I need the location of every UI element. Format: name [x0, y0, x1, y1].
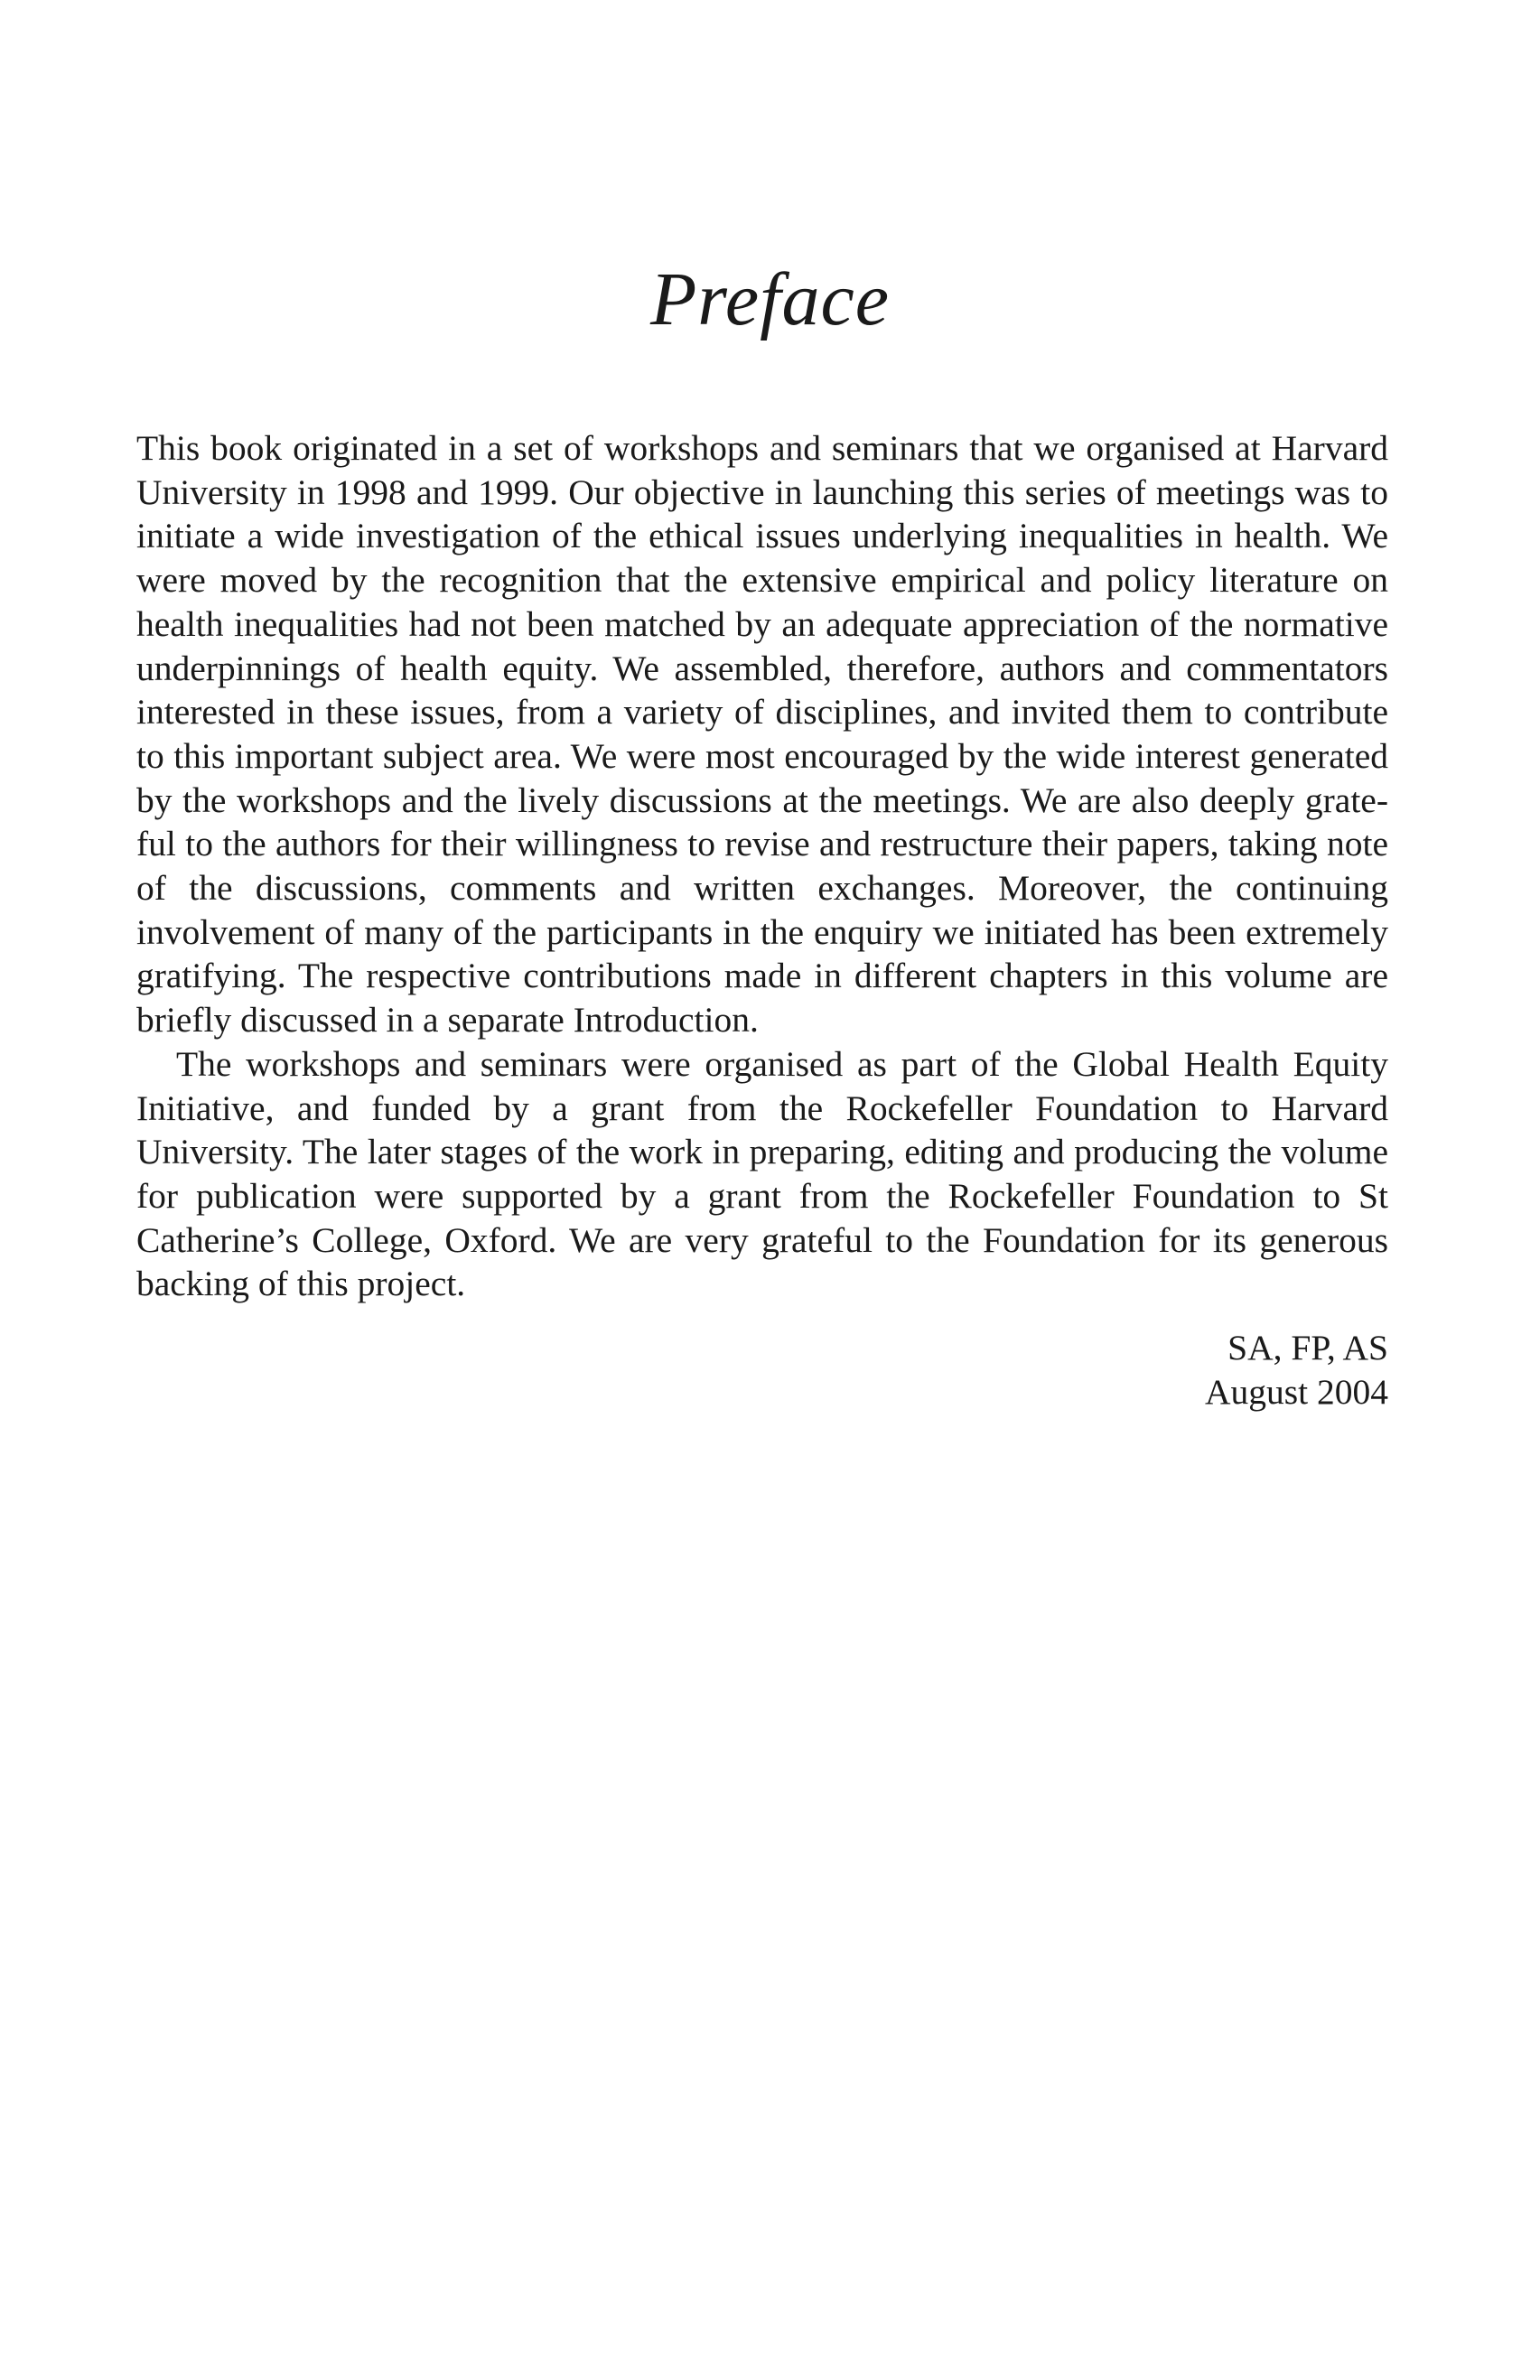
- signature-authors: SA, FP, AS: [1227, 1328, 1388, 1367]
- preface-paragraph-2: The workshops and seminars were organised as part of the Global Health Equity Initiative, and funded by a grant from the Rockefeller Foundation to Harvard University. The later stages of the work in preparing, editing and producing the volume for publication were supported by a grant from the Rockefeller Foundation to St Catherine’s College, Oxford. We are very grateful to the Foundation for its generous backing of this project.: [136, 1043, 1388, 1304]
- preface-body: [136, 426, 1388, 1306]
- signature-block: [136, 1326, 1388, 1414]
- signature-date: August 2004: [1205, 1371, 1388, 1412]
- page-title: Preface: [649, 257, 891, 341]
- preface-paragraph-1: This book originated in a set of workshops and seminars that we organised at Harvard University in 1998 and 1999. Our objective in launching this series of meetings was to initiate a wide investigation of the ethical issues underlying inequalities in health. We were moved by the recognition that the extensive empirical and policy literature on health inequalities had not been matched by an adequate appreciation of the normative underpinnings of health equity. We assembled, therefore, authors and commentators interested in these issues, from a variety of disciplines, and invited them to contribute to this important subject area. We were most encouraged by the wide interest generated by the workshops and the lively discussions at the meetings. We are also deeply grateful to the authors for their willingness to revise and restructure their papers, taking note of the discussions, comments and written exchanges. Moreover, the continuing involvement of many of the participants in the enquiry we initiated has been extremely gratifying. The respective contributions made in different chapters in this volume are briefly discussed in a separate Introduction.: [136, 428, 1388, 1041]
